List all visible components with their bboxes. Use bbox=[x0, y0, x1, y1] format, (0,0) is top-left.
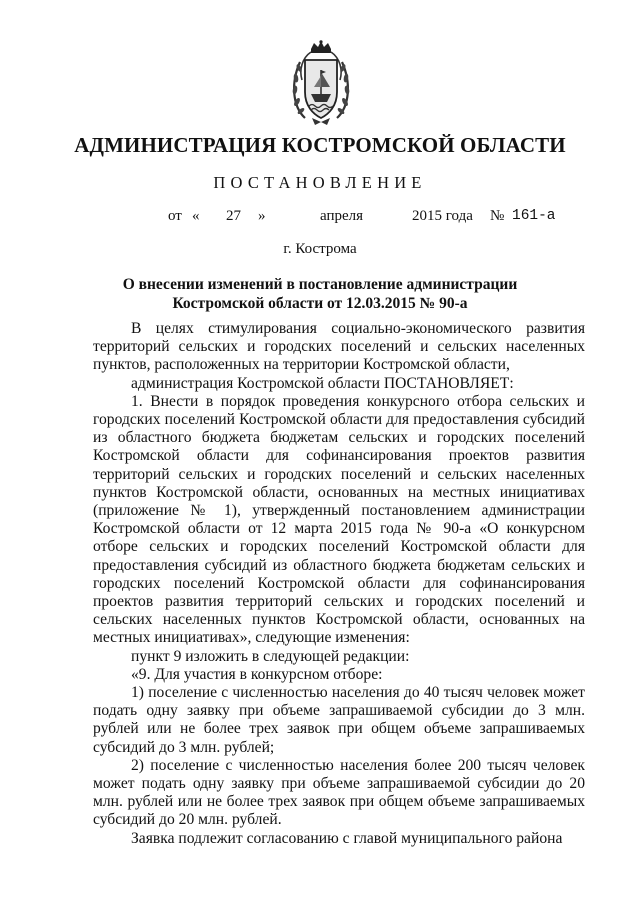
body-paragraph: «9. Для участия в конкурсном отборе: bbox=[131, 665, 383, 683]
document-type-heading: ПОСТАНОВЛЕНИЕ bbox=[213, 173, 427, 192]
document-subject bbox=[100, 275, 540, 313]
date-quote-close: » bbox=[258, 208, 266, 224]
date-day: 27 bbox=[226, 208, 241, 224]
document-number: 161-а bbox=[512, 208, 556, 224]
subject-line: Костромской области от 12.03.2015 № 90-а bbox=[172, 295, 468, 312]
city-line: г. Кострома bbox=[283, 241, 357, 257]
body-paragraph: В целях стимулирования социально-экономического развития территорий сельских и городских поселений и сельских населенных пунктов, расположенных на территории Костромской области, bbox=[93, 320, 585, 374]
body-paragraph: 2) поселение с численностью населения более 200 тысяч человек может подать одну заявку при объеме запрашиваемой субсидии до 20 млн. рублей или не более трех заявок при общем объеме запрашиваемых субсидий до 20 млн. рублей. bbox=[93, 756, 585, 829]
coat-of-arms-emblem bbox=[290, 40, 352, 126]
date-quote-open: « bbox=[192, 208, 200, 224]
body-paragraph: 1) поселение с численностью населения до 40 тысяч человек может подать одну заявку при объеме запрашиваемой субсидии до 3 млн. рублей или не более трех заявок при общем объеме запрашиваемых субсидий до 3 млн. рублей; bbox=[93, 684, 585, 756]
number-sign: № bbox=[490, 208, 505, 224]
body-paragraph: Заявка подлежит согласованию с главой муниципального района bbox=[131, 829, 563, 847]
date-prefix: от bbox=[168, 208, 182, 224]
body-paragraph: пункт 9 изложить в следующей редакции: bbox=[131, 647, 410, 665]
document-body bbox=[93, 320, 585, 848]
body-paragraph: 1. Внести в порядок проведения конкурсного отбора сельских и городских поселений Костромской области для предоставления субсидий из областного бюджета бюджетам сельских и городских поселений Костромской области для софинансирования проектов развития территорий сельских и городских поселений и сельских населенных пунктов Костромской области, основанных на местных инициативах (приложение № 1), утвержденный постановлением администрации Костромской области от 12 марта 2015 года № 90-а «О конкурсном отборе сельских и городских поселений Костромской области для предоставления субсидий из областного бюджета бюджетам сельских и городских поселений Костромской области для софинансирования проектов развития территорий сельских и городских поселений и сельских населенных пунктов Костромской области, основанных на местных инициативах», следующие изменения: bbox=[93, 392, 585, 647]
date-month: апреля bbox=[320, 208, 364, 224]
subject-line: О внесении изменений в постановление администрации bbox=[122, 276, 518, 293]
body-paragraph: администрация Костромской области ПОСТАНОВЛЯЕТ: bbox=[131, 374, 514, 392]
organization-title: АДМИНИСТРАЦИЯ КОСТРОМСКОЙ ОБЛАСТИ bbox=[74, 133, 566, 157]
date-year: 2015 года bbox=[412, 208, 473, 224]
